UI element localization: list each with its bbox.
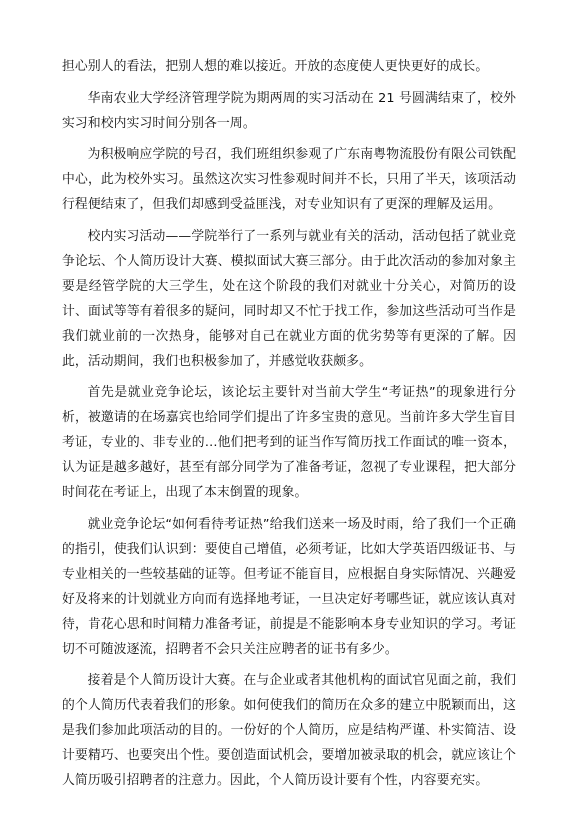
paragraph-certificate-fever: 就业竞争论坛“如何看待考证热”给我们送来一场及时雨，给了我们一个正确的指引，使我们认识到：要使自己增值，必须考证，比如大学英语四级证书、与专业相关的一些较基础的证等。但考证不能盲目，应根据自身实际情况、兴趣爱好及将来的计划就业方向而有选择地考证，一旦决定好考哪些证，就应该认真对待，肯花心思和时间精力准备考证，前提是不能影响本身专业知识的学习。考证切不可随波逐流，招聘者不会只关注应聘者的证书有多少。 <box>62 516 516 657</box>
paragraph-internal-internship: 校内实习活动——学院举行了一系列与就业有关的活动，活动包括了就业竞争论坛、个人简历设计大赛、模拟面试大赛三部分。由于此次活动的参加对象主要是经管学院的大三学生，处在这个阶段的我们对就业十分关心，对简历的设计、面试等等有着很多的疑问，同时却又不忙于找工作，参加这些活动可当作是我们就业前的一次热身，能够对自己在就业方面的优劣势等有更深的了解。因此，活动期间，我们也积极参加了，并感觉收获颇多。 <box>62 228 516 369</box>
paragraph-employment-forum: 首先是就业竞争论坛，该论坛主要针对当前大学生“考证热”的现象进行分析，被邀请的在场嘉宾也给同学们提出了许多宝贵的意见。当前许多大学生盲目考证，专业的、非专业的…他们把考到的证当作写简历找工作面试的唯一资本，认为证是越多越好，甚至有部分同学为了准备考证，忽视了专业课程，把大部分时间花在考证上，出现了本末倒置的现象。 <box>62 385 516 500</box>
paragraph-continued: 担心别人的看法，把别人想的难以接近。开放的态度使人更快更好的成长。 <box>62 59 489 74</box>
paragraph-external-internship: 为积极响应学院的号召，我们班组织参观了广东南粤物流股份有限公司铁配中心，此为校外实习。虽然这次实习性参观时间并不长，只用了半天，该项活动行程便结束了，但我们却感到受益匪浅，对专业知识有了更深的理解及运用。 <box>62 147 516 212</box>
paragraph-resume-contest: 接着是个人简历设计大赛。在与企业或者其他机构的面试官见面之前，我们的个人简历代表着我们的形象。如何使我们的简历在众多的建立中脱颖而出，这是我们参加此项活动的目的。一份好的个人简历，应是结构严谨、朴实简洁、设计要精巧、也要突出个性。要创造面试机会，要增加被录取的机会，就应该让个人简历吸引招聘者的注意力。因此，个人简历设计要有个性，内容要充实。 <box>62 673 516 788</box>
paragraph-internship-overview: 华南农业大学经济管理学院为期两周的实习活动在 21 号圆满结束了，校外实习和校内实习时间分别各一周。 <box>62 90 516 131</box>
